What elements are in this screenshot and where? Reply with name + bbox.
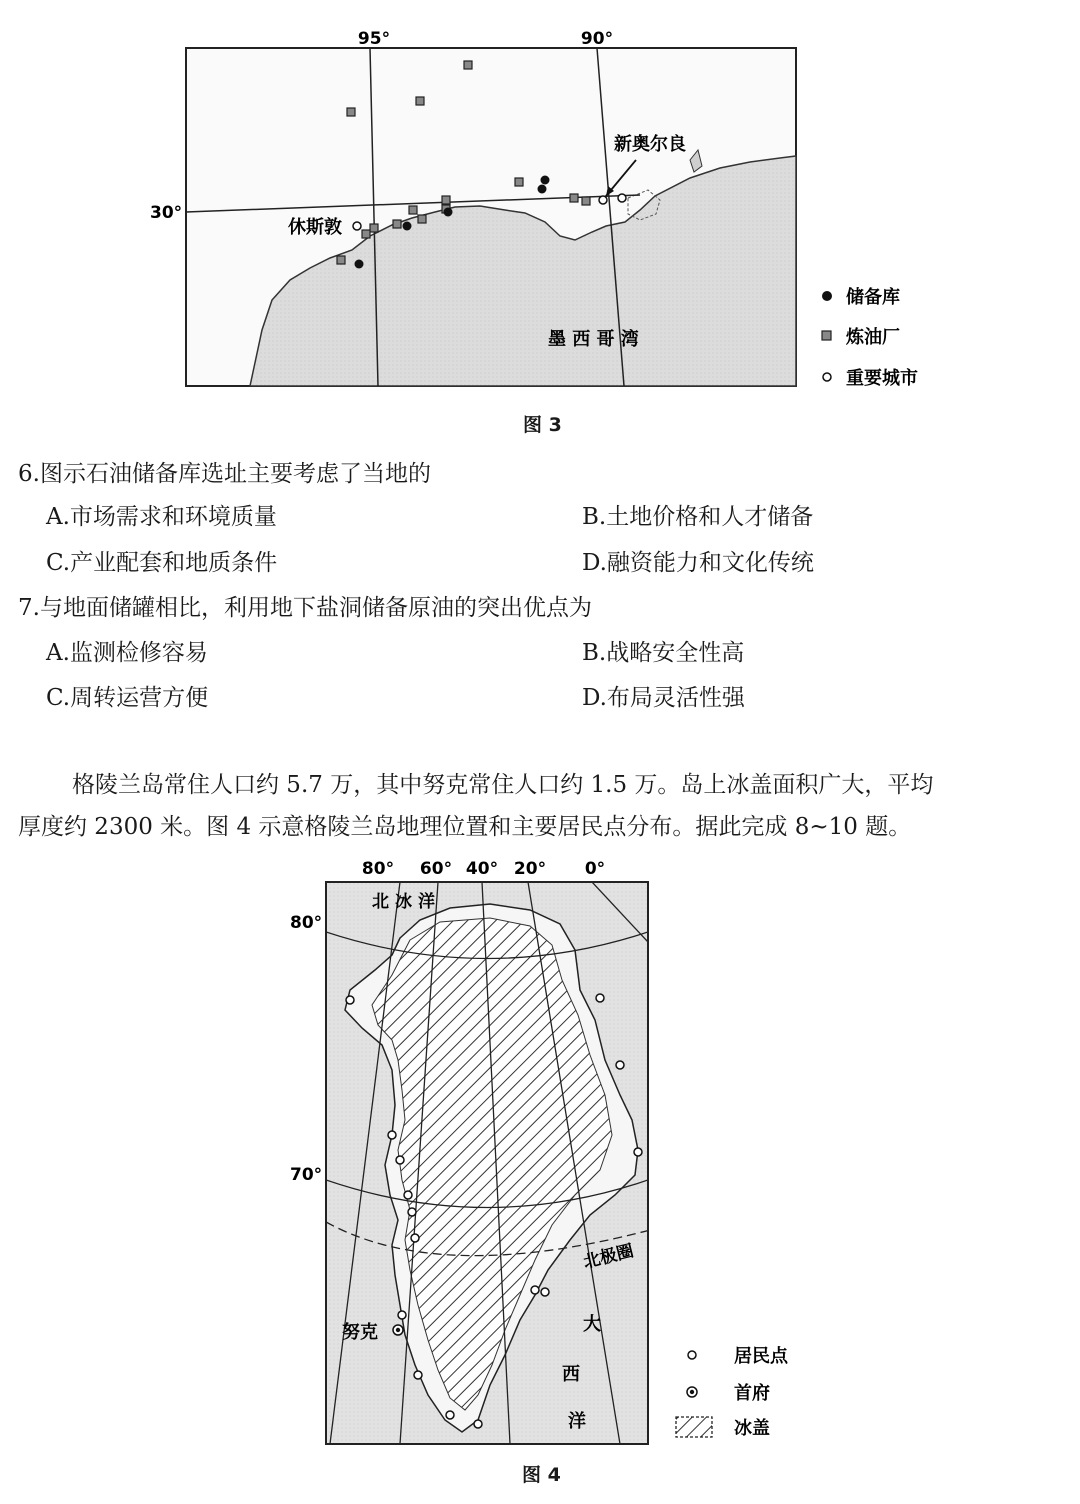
capital-marker-dot: [396, 1328, 400, 1332]
refinery-marker: [442, 196, 450, 204]
lon-label-20: 20°: [513, 859, 547, 879]
settlement-marker: [446, 1411, 454, 1419]
question-7-option-d: D.布局灵活性强: [582, 685, 745, 711]
settlement-marker: [474, 1420, 482, 1428]
figure-4-map: [0, 850, 1080, 1500]
reserve-marker: [444, 208, 453, 217]
legend-reserve-symbol: [822, 291, 832, 301]
city-marker-houston: [353, 222, 361, 230]
arctic-circle-label: 北极圈: [581, 1241, 636, 1273]
settlement-marker: [396, 1156, 404, 1164]
refinery-marker: [393, 220, 401, 228]
legend-city-label: 重要城市: [846, 368, 918, 389]
settlement-marker: [596, 994, 604, 1002]
city-label-new-orleans: 新奥尔良: [614, 134, 686, 155]
figure-3-map: [0, 0, 1080, 445]
legend-ice-cap-label: 冰盖: [734, 1418, 770, 1439]
refinery-marker: [416, 97, 424, 105]
legend-settlement-label: 居民点: [734, 1346, 788, 1367]
lat-label-30: 30°: [150, 203, 183, 223]
lon-label-60: 60°: [419, 859, 453, 879]
question-6-option-d: D.融资能力和文化传统: [582, 550, 814, 576]
question-7-stem: 7.与地面储罐相比，利用地下盐洞储备原油的突出优点为: [18, 595, 592, 621]
settlement-marker: [408, 1208, 416, 1216]
ocean-label-atlantic-2: 西: [562, 1364, 580, 1385]
settlement-marker: [398, 1311, 406, 1319]
settlement-marker: [346, 996, 354, 1004]
settlement-marker: [388, 1131, 396, 1139]
legend-settlement-symbol: [688, 1351, 696, 1359]
lon-label-0: 0°: [584, 859, 606, 879]
passage-line-2: 厚度约 2300 米。图 4 示意格陵兰岛地理位置和主要居民点分布。据此完成 8~10 题。: [18, 814, 912, 840]
question-6-stem: 6.图示石油储备库选址主要考虑了当地的: [18, 461, 431, 487]
settlement-marker: [414, 1371, 422, 1379]
legend-refinery-symbol: [822, 331, 831, 340]
ocean-label-atlantic-3: 洋: [568, 1411, 586, 1432]
question-6-option-a: A.市场需求和环境质量: [46, 504, 277, 530]
settlement-marker: [616, 1061, 624, 1069]
refinery-marker: [370, 224, 378, 232]
refinery-marker: [515, 178, 523, 186]
refinery-marker: [347, 108, 355, 116]
lon-label-80: 80°: [361, 859, 395, 879]
legend-capital-label: 首府: [734, 1383, 770, 1404]
settlement-marker: [541, 1288, 549, 1296]
lat-label-80: 80°: [290, 913, 323, 933]
lat-label-70: 70°: [290, 1165, 323, 1185]
ocean-label-atlantic-1: 大: [583, 1314, 601, 1335]
figure-3-caption: 图 3: [523, 414, 562, 436]
refinery-marker: [362, 230, 370, 238]
capital-label-nuuk: 努克: [342, 1322, 378, 1343]
reserve-marker: [403, 222, 412, 231]
legend-ice-cap-symbol: [676, 1417, 712, 1437]
settlement-marker: [404, 1191, 412, 1199]
reserve-marker: [541, 176, 550, 185]
figure-3: [0, 0, 1080, 445]
question-7-option-b: B.战略安全性高: [582, 640, 745, 666]
refinery-marker: [570, 194, 578, 202]
reserve-marker: [538, 185, 547, 194]
refinery-marker: [337, 256, 345, 264]
lon-label-40: 40°: [465, 859, 499, 879]
refinery-marker: [418, 215, 426, 223]
city-label-houston: 休斯敦: [288, 217, 342, 238]
legend-capital-dot: [690, 1390, 694, 1394]
city-marker-new-orleans: [599, 196, 607, 204]
lon-label-90: 90°: [580, 29, 614, 49]
question-6-option-c: C.产业配套和地质条件: [46, 550, 278, 576]
ocean-label-arctic: 北冰洋: [372, 892, 441, 912]
question-7-option-a: A.监测检修容易: [46, 640, 208, 666]
question-7-option-c: C.周转运营方便: [46, 685, 209, 711]
passage-line-1: 格陵兰岛常住人口约 5.7 万，其中努克常住人口约 1.5 万。岛上冰盖面积广大，平均: [72, 772, 934, 798]
sea-label-gulf: 墨 西 哥 湾: [548, 329, 639, 350]
settlement-marker: [411, 1234, 419, 1242]
lon-label-95: 95°: [357, 29, 391, 49]
legend-refinery-label: 炼油厂: [846, 327, 900, 348]
settlement-marker: [531, 1286, 539, 1294]
legend-city-symbol: [823, 373, 831, 381]
question-6-option-b: B.土地价格和人才储备: [582, 504, 814, 530]
refinery-marker: [582, 197, 590, 205]
figure-4: [0, 850, 1080, 1500]
refinery-marker: [464, 61, 472, 69]
legend-reserve-label: 储备库: [846, 287, 900, 308]
city-marker: [618, 194, 626, 202]
reserve-marker: [355, 260, 364, 269]
figure-4-caption: 图 4: [522, 1464, 561, 1486]
refinery-marker: [409, 206, 417, 214]
settlement-marker: [634, 1148, 642, 1156]
